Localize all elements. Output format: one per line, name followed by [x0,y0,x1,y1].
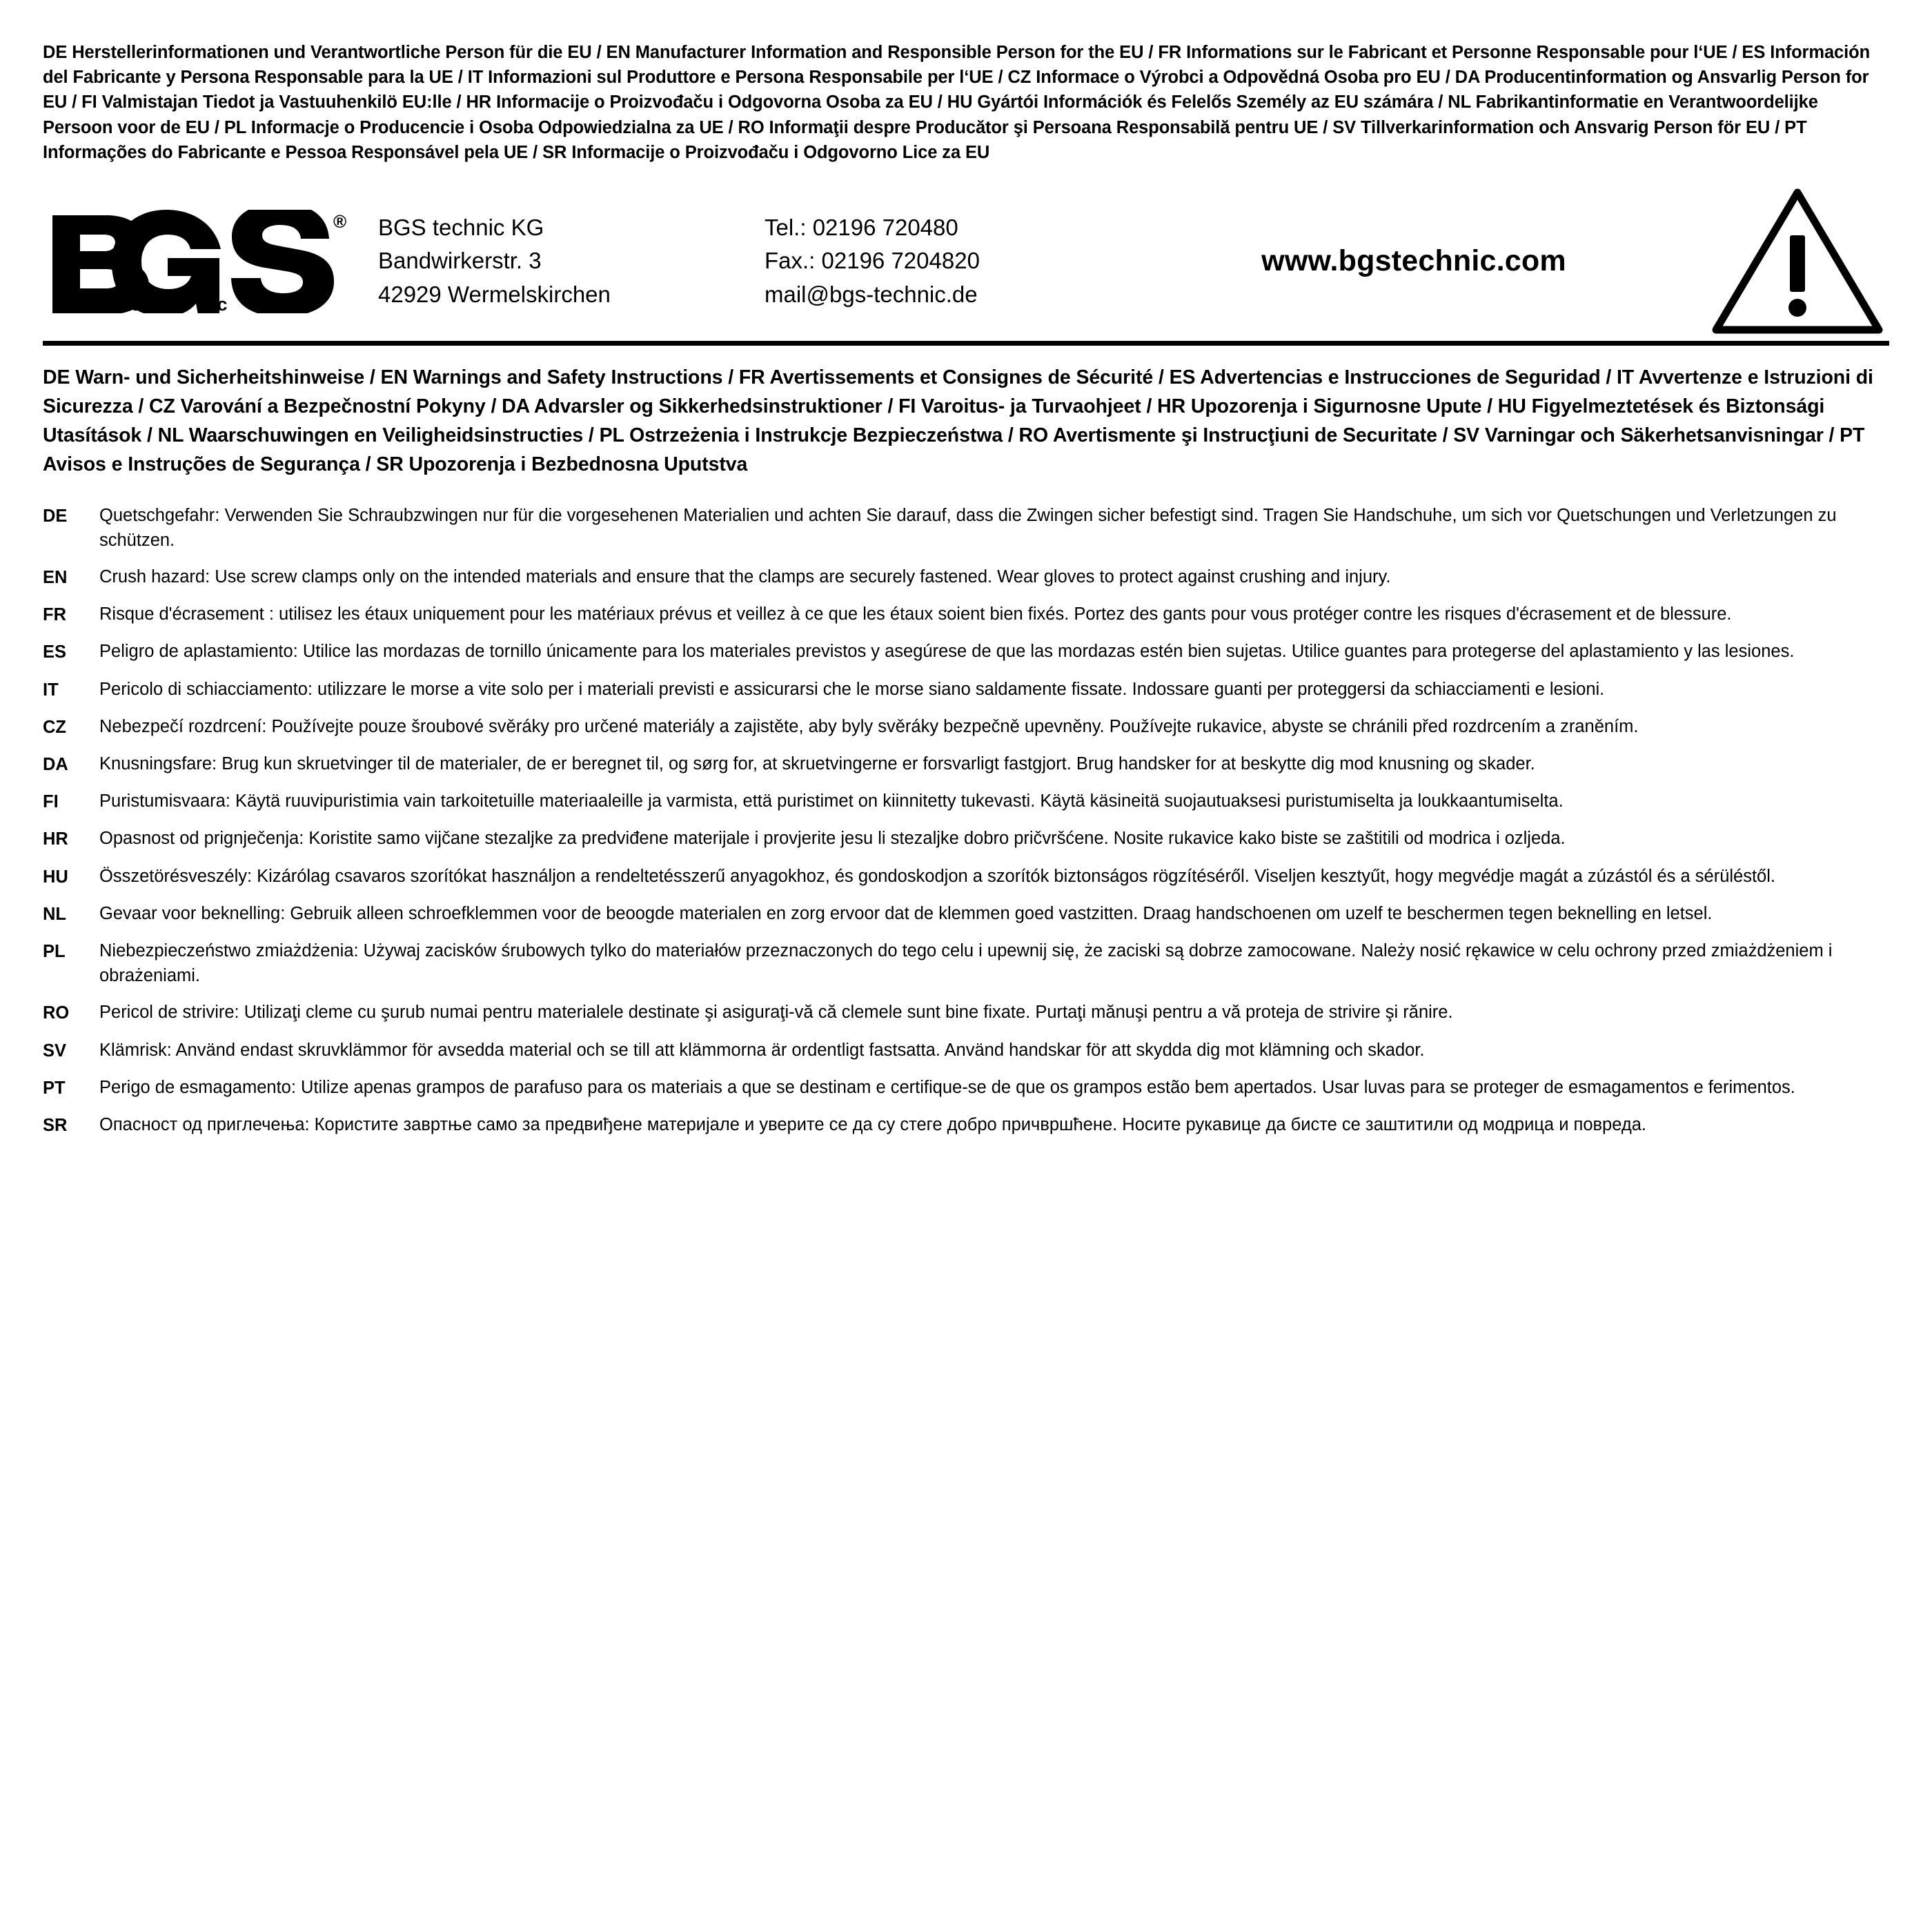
warning-text: Pericolo di schiacciamento: utilizzare le morse a vite solo per i materiali previsti e assicurarsi che le morse siano saldamente fissate. Indossare guanti per proteggersi da schiacciamenti e lesioni. [99,679,1605,699]
warning-text: Összetörésveszély: Kizárólag csavaros szorítókat használjon a rendeltetésszerű anyagokhoz, és gondoskodjon a szorítók biztonságos rögzítéséről. Viseljen kesztyűt, hogy megvédje magát a zúzástól és a sérüléstől. [99,866,1775,886]
warning-row [43,826,1889,851]
warning-row [43,1038,1889,1063]
manufacturer-info-heading: DE Herstellerinformationen und Verantwortliche Person für die EU / EN Manufacturer Information and Responsible Person for the EU / FR Informations sur le Fabricant et Personne Responsable pour l‘UE / ES Información del Fabricante y Persona Responsable para la UE / IT Informazioni sul Produttore e Persona Responsabile per l‘UE / CZ Informace o Výrobci a Odpovědná Osoba pro EU / DA Producentinformation og Ansvarlig Person for EU / FI Valmistajan Tiedot ja Vastuuhenkilö EU:lle / HR Informacije o Proizvođaču i Odgovorna Osoba za EU / HU Gyártói Információk és Felelős Személy az EU számára / NL Fabrikantinformatie en Verantwoordelijke Persoon voor de EU / PL Informacje o Producencie i Osoba Odpowiedzialna za UE / RO Informaţii despre Producător şi Persoana Responsabilă pentru UE / SV Tillverkarinformation och Ansvarig Person för EU / PT Informações do Fabricante e Pessoa Responsável pela UE / SR Informacije o Proizvođaču i Odgovorno Lice za EU [43,43,1871,162]
warning-text: Peligro de aplastamiento: Utilice las mordazas de tornillo únicamente para los materiales previstos y asegúrese de que las mordazas estén bien sujetas. Utilice guantes para protegerse del aplastamiento y las lesiones. [99,642,1795,662]
warning-language-code: FR [43,605,66,625]
warning-row [43,677,1889,702]
warning-text: Опасност од приглечења: Користите завртње само за предвиђене материјале и уверите се да су стеге добро причвршћене. Носите рукавице да бисте се заштитили од модрица и повреда. [99,1115,1647,1135]
company-address [371,211,765,312]
svg-text:t e c h n i c: t e c h n i c [90,293,231,313]
warning-language-code: FI [43,792,59,812]
warning-language-code: PT [43,1078,66,1098]
warning-text: Puristumisvaara: Käytä ruuvipuristimia vain tarkoitetuille materiaaleille ja varmista, että puristimet on kiinnitetty tukevasti. Käytä käsineitä suojautuaksesi puristumiselta ja loukkaantumiselta. [99,791,1564,811]
warning-row [43,789,1889,814]
warning-text: Niebezpieczeństwo zmiażdżenia: Używaj zacisków śrubowych tylko do materiałów przeznaczonych do tego celu i upewnij się, że zaciski są dobrze zamocowane. Należy nosić rękawice w celu ochrony przed zmiażdżeniem i obrażeniami. [99,941,1833,986]
warning-language-code: HR [43,829,68,849]
warning-language-code: SR [43,1116,68,1136]
warning-language-code: IT [43,680,59,700]
warning-language-code: NL [43,904,66,924]
bgs-logo-icon [47,210,351,313]
warning-row [43,564,1889,590]
company-name: BGS technic KG [378,214,544,240]
warning-text: Quetschgefahr: Verwenden Sie Schraubzwingen nur für die vorgesehenen Materialien und achten Sie darauf, dass die Zwingen sicher befestigt sind. Tragen Sie Handschuhe, um sich vor Quetschungen und Verletzungen zu schützen. [99,505,1837,550]
warning-row [43,1075,1889,1101]
warning-row [43,938,1889,988]
warning-language-code: CZ [43,717,66,737]
warning-language-code: HU [43,867,68,887]
warning-language-code: PL [43,942,66,962]
company-email[interactable]: mail@bgs-technic.de [765,281,978,307]
warning-text: Perigo de esmagamento: Utilize apenas grampos de parafuso para os materiais a que se destinam e certifique-se de que os grampos estão bem apertados. Usar luvas para se proteger de esmagamentos e ferimentos. [99,1077,1795,1097]
warning-language-code: DE [43,506,68,526]
warning-text: Nebezpečí rozdrcení: Používejte pouze šroubové svěráky pro určené materiály a zajistěte, aby byly svěráky bezpečně upevněny. Používejte rukavice, abyste se chránili před rozdrcením a zraněním. [99,716,1639,736]
warning-text: Opasnost od prignječenja: Koristite samo vijčane stezaljke za predviđene materijale i provjerite jesu li stezaljke dobro pričvršćene. Nosite rukavice kako biste se zaštitili od modrica i ozljeda. [99,829,1566,849]
company-city: 42929 Wermelskirchen [378,281,611,307]
warning-language-code: DA [43,755,68,774]
warning-language-code: RO [43,1003,70,1023]
warnings-list [43,503,1889,1138]
warning-row [43,901,1889,927]
company-tel: Tel.: 02196 720480 [765,214,958,240]
company-street: Bandwirkerstr. 3 [378,248,542,274]
warning-text: Gevaar voor beknelling: Gebruik alleen schroefklemmen voor de beoogde materialen en zorg ervoor dat de klemmen goed vastzitten. Draag handschoenen om uzelf te beschermen tegen beknelling en letsel. [99,903,1713,923]
warning-text: Pericol de strivire: Utilizaţi cleme cu şurub numai pentru materialele destinate şi asiguraţi-vă că clemele sunt bine fixate. Purtaţi mănuşi pentru a vă proteja de strivire şi rănire. [99,1003,1453,1023]
warning-triangle-icon [1690,187,1889,335]
company-information-band [43,180,1889,346]
warning-row [43,602,1889,627]
warning-text: Risque d'écrasement : utilisez les étaux uniquement pour les matériaux prévus et veillez à ce que les étaux soient bien fixés. Portez des gants pour vous protéger contre les risques d'écrasement et de blessure. [99,604,1732,624]
warning-row [43,751,1889,777]
warning-row [43,864,1889,889]
company-website[interactable]: www.bgstechnic.com [1261,244,1566,278]
warning-language-code: EN [43,567,68,587]
warning-language-code: SV [43,1041,67,1061]
warning-text: Klämrisk: Använd endast skruvklämmor för avsedda material och se till att klämmorna är ordentligt fastsatta. Använd handskar för att skydda dig mot klämning och skador. [99,1040,1425,1060]
warning-row [43,1112,1889,1138]
warning-row [43,1000,1889,1025]
warning-row [43,639,1889,664]
warning-triangle-svg [1711,187,1884,335]
company-fax: Fax.: 02196 7204820 [765,248,980,274]
warning-row [43,503,1889,553]
company-contact [765,211,1123,312]
svg-text:®: ® [333,210,347,232]
warning-language-code: ES [43,642,67,662]
warning-row [43,714,1889,740]
bgs-logo [43,210,371,313]
warning-text: Crush hazard: Use screw clamps only on the intended materials and ensure that the clamps are securely fastened. Wear gloves to protect against crushing and injury. [99,566,1391,586]
warning-text: Knusningsfare: Brug kun skruetvinger til de materialer, de er beregnet til, og sørg for, at skruetvingerne er forsvarligt fastgjort. Brug handsker for at beskytte dig mod knusning og skader. [99,754,1535,773]
safety-section-heading: DE Warn- und Sicherheitshinweise / EN Warnings and Safety Instructions / FR Avertissements et Consignes de Sécurité / ES Advertencias e Instrucciones de Seguridad / IT Avvertenze e Istruzioni di Sicurezza / CZ Varování a Bezpečnostní Pokyny / DA Advarsler og Sikkerhedsinstruktioner / FI Varoitus- ja Turvaohjeet / HR Upozorenja i Sigurnosne Upute / HU Figyelmeztetések és Biztonsági Utasítások / NL Waarschuwingen en Veiligheidsinstructies / PL Ostrzeżenia i Instrukcje Bezpieczeństwa / RO Avertismente şi Instrucţiuni de Securitate / SV Varningar och Säkerhetsanvisningar / PT Avisos e Instruções de Segurança / SR Upozorenja i Bezbednosna Uputstva [43,366,1873,475]
